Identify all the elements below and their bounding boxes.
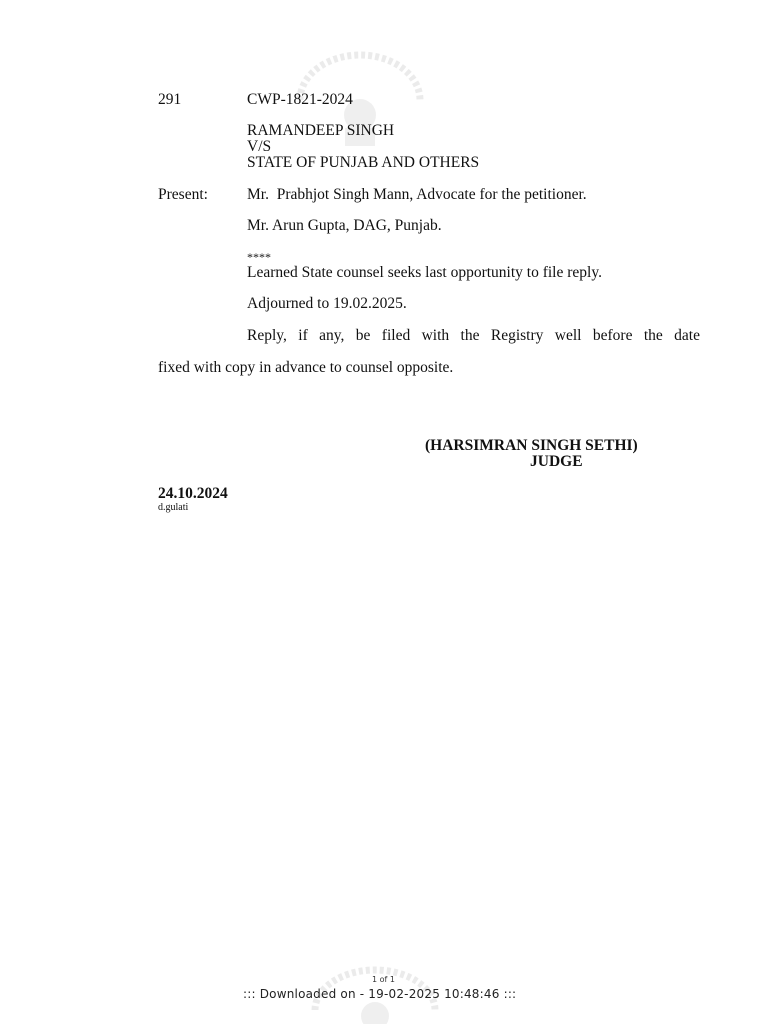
petitioner-counsel: Mr. Prabhjot Singh Mann, Advocate for the petitioner. xyxy=(247,186,587,203)
separator-stars: **** xyxy=(247,250,271,264)
case-number: CWP-1821-2024 xyxy=(247,91,353,108)
respondent-name: STATE OF PUNJAB AND OTHERS xyxy=(247,154,480,171)
download-stamp: ::: Downloaded on - 19-02-2025 10:48:46 ::: xyxy=(243,987,517,1001)
petitioner-name: RAMANDEEP SINGH xyxy=(247,122,395,139)
item-number: 291 xyxy=(158,91,182,108)
order-line-3b: fixed with copy in advance to counsel opposite. xyxy=(158,359,454,376)
order-date: 24.10.2024 xyxy=(158,485,228,502)
order-line-1: Learned State counsel seeks last opportunity to file reply. xyxy=(247,264,602,281)
order-line-3a: Reply, if any, be filed with the Registry well before the date xyxy=(247,327,700,344)
present-label: Present: xyxy=(158,186,208,203)
order-line-2: Adjourned to 19.02.2025. xyxy=(247,295,407,312)
page-indicator: 1 of 1 xyxy=(372,975,395,984)
versus-text: V/S xyxy=(247,138,272,155)
typist-initials: d.gulati xyxy=(158,502,189,513)
judge-title: JUDGE xyxy=(530,453,583,470)
judge-name: (HARSIMRAN SINGH SETHI) xyxy=(425,437,638,454)
state-counsel: Mr. Arun Gupta, DAG, Punjab. xyxy=(247,217,442,234)
